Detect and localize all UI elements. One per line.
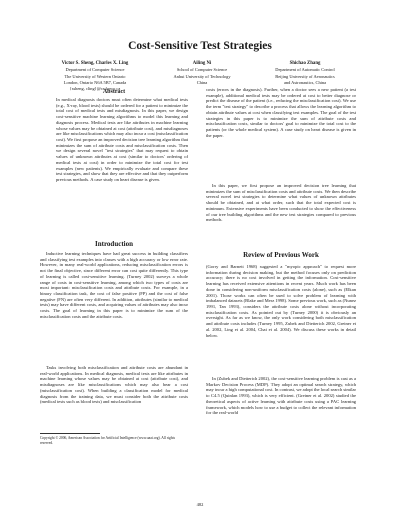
- author-affiliation: and Astronautics, China: [283, 79, 327, 85]
- author-block-3: [250, 61, 360, 86]
- review-paragraph-2: In (Zubek and Dietterich 2002), the cost-sensitive learning problem is cast as a Markov Decision Process (MDP). They adopt an optimal search strategy, which may incur a high computational cost. In contrast, we adopt the local search similar to C4.5 (Quinlan 1993), which is very efficient. (Greiner et al. 2002) studied the theoretical aspects of active learning with attribute costs using a PAC learning framework, which models how to use a budget to collect the relevant information for the real-world: [206, 376, 356, 416]
- copyright-rule: [40, 433, 100, 434]
- review-heading: Review of Previous Work: [243, 251, 319, 259]
- author-name: Shichao Zhang: [289, 61, 321, 66]
- page-number: 482: [196, 502, 204, 507]
- author-affiliation: China: [196, 79, 208, 85]
- right-column-paragraph-2: In this paper, we first propose an improved decision tree learning that minimizes the sum of misclassification costs and attribute costs. We then describe several novel test strategies to determine what values of unknown attributes should be obtained, and at what order, such that the total expected cost is minimum. Extensive experiments have been conducted to show the effectiveness of our tree building algorithms and the new test strategies compared to previous methods.: [206, 183, 356, 223]
- copyright-notice: Copyright © 2006, American Association for Artificial Intelligence (www.aaai.org). All rights reserved.: [40, 436, 175, 445]
- right-column-paragraph-1: costs (errors in the diagnosis). Further, when a doctor sees a new patient (a test example), additional medical tests may be ordered at cost to better diagnose or predict the disease of the patient (i.e., reducing the misclassification cost). We use the term "test strategy" to describe a process that allows the learning algorithm to obtain attribute values at cost when classifying test examples. The goal of the test strategies in this paper is to minimize the sum of attribute costs and misclassification costs, similar to doctors' goal to minimize the total cost to the patients (or the whole medical system). A case study on heart disease is given in the paper.: [206, 87, 356, 138]
- author-affiliation: The University of Western Ontario: [64, 73, 126, 79]
- review-paragraph-1: (Gorry and Barnett 1968) suggested a "myopic approach" to request more information during decision making, but the method focuses only on prediction accuracy; there is no cost involved in getting the information. Cost-sensitive learning has received extensive attentions in recent years. Much work has been done in considering non-uniform misclassification costs (alone), such as (Elkan 2001). Those works can often be used to solve problem of learning with imbalanced datasets (Blake and Merz 1998). Some previous work, such as (Nunez 1991, Tan 1993), considers the attribute costs alone without incorporating misclassification costs. As pointed out by (Turney 2000) it is obviously an oversight. As far as we know, the only work considering both misclassification and attribute costs includes (Turney 1995, Zubek and Dietterich 2002, Greiner et al. 2002, Ling et al. 2004, Chai et al. 2004). We discuss these works in detail below.: [206, 264, 356, 338]
- page-title: Cost-Sensitive Test Strategies: [128, 40, 272, 52]
- author-email: {ssheng, cling}@csd.uwo.ca: [69, 86, 121, 92]
- introduction-paragraph-1: Inductive learning techniques have had great success in building classifiers and classifying test examples into classes with a high accuracy or low error rate. However, in many real-world applications, reducing misclassification errors is not the final objective, since different error can cost quite differently. This type of learning is called cost-sensitive learning. (Turney 2002) surveys a whole range of costs in cost-sensitive learning, among which two types of costs are most important: misclassification costs and attribute costs. For example, in a binary classification task, the cost of false positive (FP) and the cost of false negative (FN) are often very different. In addition, attributes (similar to medical tests) may have different costs, and acquiring values of attributes may also incur costs. The goal of learning in this paper is to minimize the sum of the misclassification costs and the attribute costs.: [40, 251, 188, 319]
- author-block-1: [40, 61, 150, 92]
- author-affiliation: School of Computer Science: [176, 67, 228, 73]
- introduction-heading: Introduction: [95, 240, 133, 248]
- author-affiliation: Department of Automatic Control: [275, 67, 335, 73]
- author-affiliation: Department of Computer Science: [65, 67, 125, 73]
- author-affiliation: Beijing University of Aeronautics: [275, 73, 335, 79]
- author-block-2: [148, 61, 256, 86]
- abstract-text: In medical diagnosis doctors must often determine what medical tests (e.g., X-ray, blood tests) should be ordered for a patient to minimize the total cost of medical tests and misdiagnosis. In this paper, we design cost-sensitive machine learning algorithms to model this learning and diagnosis process. Medical tests are like attributes in machine learning whose values may be obtained at cost (attribute cost), and misdiagnoses are like misclassifications which may also incur a cost (misclassification cost). We first propose an improved decision tree learning algorithm that minimizes the sum of attribute costs and misclassification costs. Then we design several novel "test strategies" that may request to obtain values of unknown attributes at cost (similar to doctors' ordering of medical tests at cost) in order to minimize the total cost for test examples (new patients). We empirically evaluate and compare these test strategies, and show that they are effective and that they outperform previous methods. A case study on heart disease is given.: [56, 97, 189, 183]
- author-name: Ailing Ni: [192, 61, 212, 66]
- author-affiliation: Anhui University of Technology: [173, 73, 231, 79]
- abstract-heading: Abstract: [102, 89, 126, 95]
- author-affiliation: London, Ontario N6A 5B7, Canada: [63, 79, 127, 85]
- author-name: Victor S. Sheng, Charles X. Ling: [61, 61, 129, 66]
- introduction-paragraph-2: Tasks involving both misclassification and attribute costs are abundant in real-world applications. In medical diagnosis, medical tests are like attributes in machine learning whose values may be obtained at cost (attribute cost), and misdiagnoses are like misclassifications which may also bear a cost (misclassification cost). When building a classification model for medical diagnosis from the training data, we must consider both the attribute costs (medical tests such as blood tests) and misclassification: [40, 365, 188, 405]
